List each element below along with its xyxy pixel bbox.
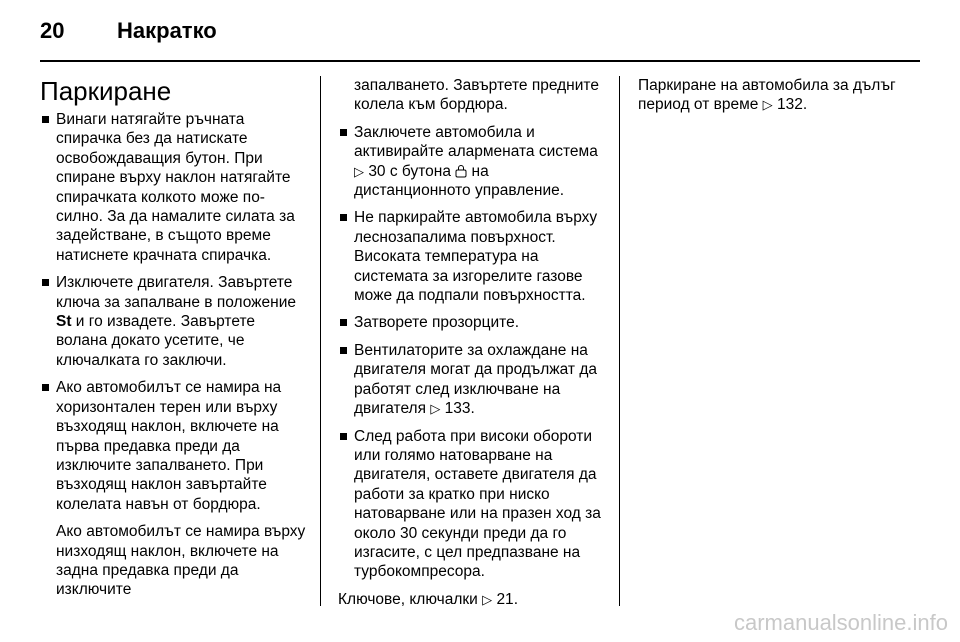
page-reference[interactable]: 132	[776, 96, 803, 114]
text-fragment: и го извадете. Завъртете волана докато усетите, че ключалката го заключи.	[56, 313, 256, 369]
list-item	[338, 123, 606, 201]
text-fragment: Ключове, ключалки	[338, 590, 483, 608]
text-fragment: Паркиране на автомобила за дълъг период от време	[638, 77, 896, 114]
list-item: След работа при високи обороти или голямо натоварване на двигателя, оставете двигателя да работи за кратко при ниско натоварване или на празен ход за около 30 секунди преди да го изгасите, с цел предпазване на турбокомпресора.	[338, 427, 606, 582]
lock-icon	[455, 164, 467, 178]
text-fragment: Изключете двигателя. Завъртете ключа за запалване в положение	[56, 274, 296, 311]
paragraph: Ако автомобилът се намира върху низходящ наклон, включете на задна предавка преди да изключите	[56, 523, 306, 599]
paragraph	[338, 590, 606, 609]
reference-arrow-icon: ▷	[762, 97, 773, 113]
watermark: carmanualsonline.info	[733, 610, 948, 635]
column-divider-left	[320, 76, 321, 606]
column-divider-right	[619, 76, 620, 606]
text-fragment: на дистанционното управление.	[354, 162, 565, 200]
text-fragment: с бутона	[385, 162, 456, 180]
column-2	[338, 76, 606, 617]
reference-arrow-icon: ▷	[430, 401, 441, 417]
page-title: Накратко	[117, 18, 217, 43]
text-fragment: .	[802, 96, 808, 114]
page-reference[interactable]: 30	[368, 162, 386, 180]
list-item: Ако автомобилът се намира на хоризонтален терен или върху възходящ наклон, включете на първа предавка преди да изключите запалването. При възходящ наклон завъртайте колелата навън от бордюра.	[40, 378, 308, 514]
page-reference[interactable]: 133	[444, 400, 471, 418]
paragraph	[638, 76, 928, 115]
text-fragment: .	[513, 590, 518, 608]
list-item	[40, 273, 308, 370]
list-item	[338, 341, 606, 419]
list-item: Не паркирайте автомобила върху леснозапалима повърхност. Високата температура на системата за изгорелите газове може да подпали повърхността.	[338, 208, 606, 305]
column-1	[40, 76, 308, 608]
page-reference[interactable]: 21	[496, 590, 514, 608]
column-3	[638, 76, 928, 123]
reference-arrow-icon: ▷	[482, 591, 493, 607]
header-rule	[40, 60, 920, 62]
section-title: Паркиране	[40, 76, 172, 106]
text-fragment: .	[470, 400, 475, 418]
page-number: 20	[40, 18, 65, 43]
text-fragment: Вентилаторите за охлаждане на двигателя могат да продължат да работят след изключване на двигателя	[354, 341, 597, 418]
ignition-position-label: St	[56, 313, 72, 331]
list-item: Винаги натягайте ръчната спирачка без да натискате освобождаващия бутон. При спиране върху наклон натягайте спирачката колкото може по-силно. За да намалите силата за задействане, в същото време натиснете крачната спирачка.	[40, 110, 308, 265]
list-item: Затворете прозорците.	[338, 313, 606, 332]
paragraph: запалването. Завъртете предните колела към бордюра.	[354, 77, 599, 114]
reference-arrow-icon: ▷	[354, 163, 364, 179]
text-fragment: Заключете автомобила и активирайте алармената система	[354, 123, 598, 161]
